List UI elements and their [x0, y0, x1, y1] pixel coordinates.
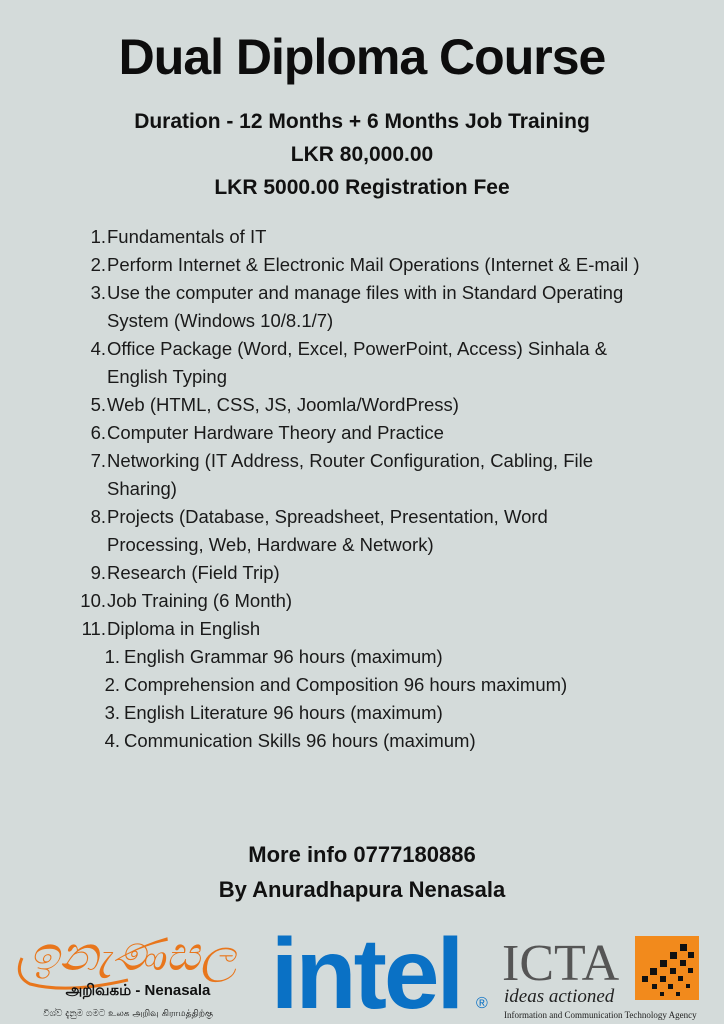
sub-list-item [0, 699, 724, 727]
contact-info: More info 0777180886 [248, 842, 476, 867]
list-item [0, 279, 724, 335]
sub-list-item-text: Communication Skills 96 hours (maximum) [124, 730, 476, 751]
sub-list-item-number: 1. [104, 646, 120, 667]
list-item-text: Job Training (6 Month) [107, 590, 293, 611]
list-item [0, 615, 724, 643]
list-item-number: 5. [90, 394, 106, 415]
icta-wordmark: ICTA [502, 935, 620, 992]
list-item-number: 10. [80, 590, 106, 611]
list-item [0, 223, 724, 251]
list-item-number: 6. [90, 422, 106, 443]
icta-slogan: ideas actioned [504, 986, 615, 1007]
organizer-info: By Anuradhapura Nenasala [218, 877, 506, 902]
nenasala-tagline: විශ්ව දැනුම ගමට உலக அறிவு கிராமத்திற்கு [43, 1009, 213, 1019]
list-item [0, 559, 724, 587]
list-item-text: Projects (Database, Spreadsheet, Presentation, Word Processing, Web, Hardware & Network) [107, 506, 548, 555]
list-item-number: 9. [90, 562, 106, 583]
list-item [0, 391, 724, 419]
list-item-text: Diploma in English [107, 618, 261, 639]
intel-logo [258, 918, 498, 1024]
list-item-number: 3. [90, 282, 106, 303]
list-item-text: Use the computer and manage files with in Standard Operating System (Windows 10/8.1/7) [107, 282, 624, 331]
sub-list-item [0, 671, 724, 699]
list-item-number: 8. [90, 506, 106, 527]
price-text: LKR 80,000.00 [290, 143, 434, 166]
list-item-text: Web (HTML, CSS, JS, Joomla/WordPress) [107, 394, 459, 415]
intel-wordmark: intel [270, 918, 462, 1024]
list-item-text: Fundamentals of IT [107, 226, 267, 247]
sub-list-item-number: 3. [104, 702, 120, 723]
sub-list-item [0, 727, 724, 755]
list-item-number: 4. [90, 338, 106, 359]
nenasala-name: அறிவகம் - Nenasala [65, 982, 211, 999]
list-item-text: Perform Internet & Electronic Mail Operations (Internet & E-mail ) [107, 254, 640, 275]
sub-list-item-text: English Literature 96 hours (maximum) [124, 702, 443, 723]
duration-text: Duration - 12 Months + 6 Months Job Training [134, 110, 590, 133]
list-item [0, 587, 724, 615]
nenasala-logo [8, 918, 258, 1024]
icta-logo [500, 918, 720, 1024]
logo-strip [0, 918, 724, 1024]
sub-list-item-number: 4. [104, 730, 120, 751]
list-item-text: Computer Hardware Theory and Practice [107, 422, 444, 443]
list-item [0, 419, 724, 447]
list-item [0, 503, 724, 559]
list-item [0, 335, 724, 391]
list-item-number: 2. [90, 254, 106, 275]
sub-list-item-text: English Grammar 96 hours (maximum) [124, 646, 443, 667]
module-list [0, 223, 724, 755]
list-item-text: Research (Field Trip) [107, 562, 280, 583]
intel-registered-mark: ® [476, 995, 488, 1012]
list-item-number: 11. [81, 618, 106, 639]
list-item-text: Networking (IT Address, Router Configuration, Cabling, File Sharing) [107, 450, 594, 499]
icta-agency: Information and Communication Technology Agency [504, 1010, 697, 1020]
sub-list-item-number: 2. [104, 674, 120, 695]
sub-list-item [0, 643, 724, 671]
list-item [0, 251, 724, 279]
page-title: Dual Diploma Course [118, 29, 606, 85]
list-item-text: Office Package (Word, Excel, PowerPoint, Access) Sinhala & English Typing [107, 338, 608, 387]
list-item [0, 447, 724, 503]
list-item-number: 7. [90, 450, 106, 471]
nenasala-script: ඉනැණසල [29, 926, 237, 982]
registration-fee-text: LKR 5000.00 Registration Fee [214, 176, 510, 199]
list-item-number: 1. [90, 226, 106, 247]
sub-list-item-text: Comprehension and Composition 96 hours maximum) [124, 674, 568, 695]
